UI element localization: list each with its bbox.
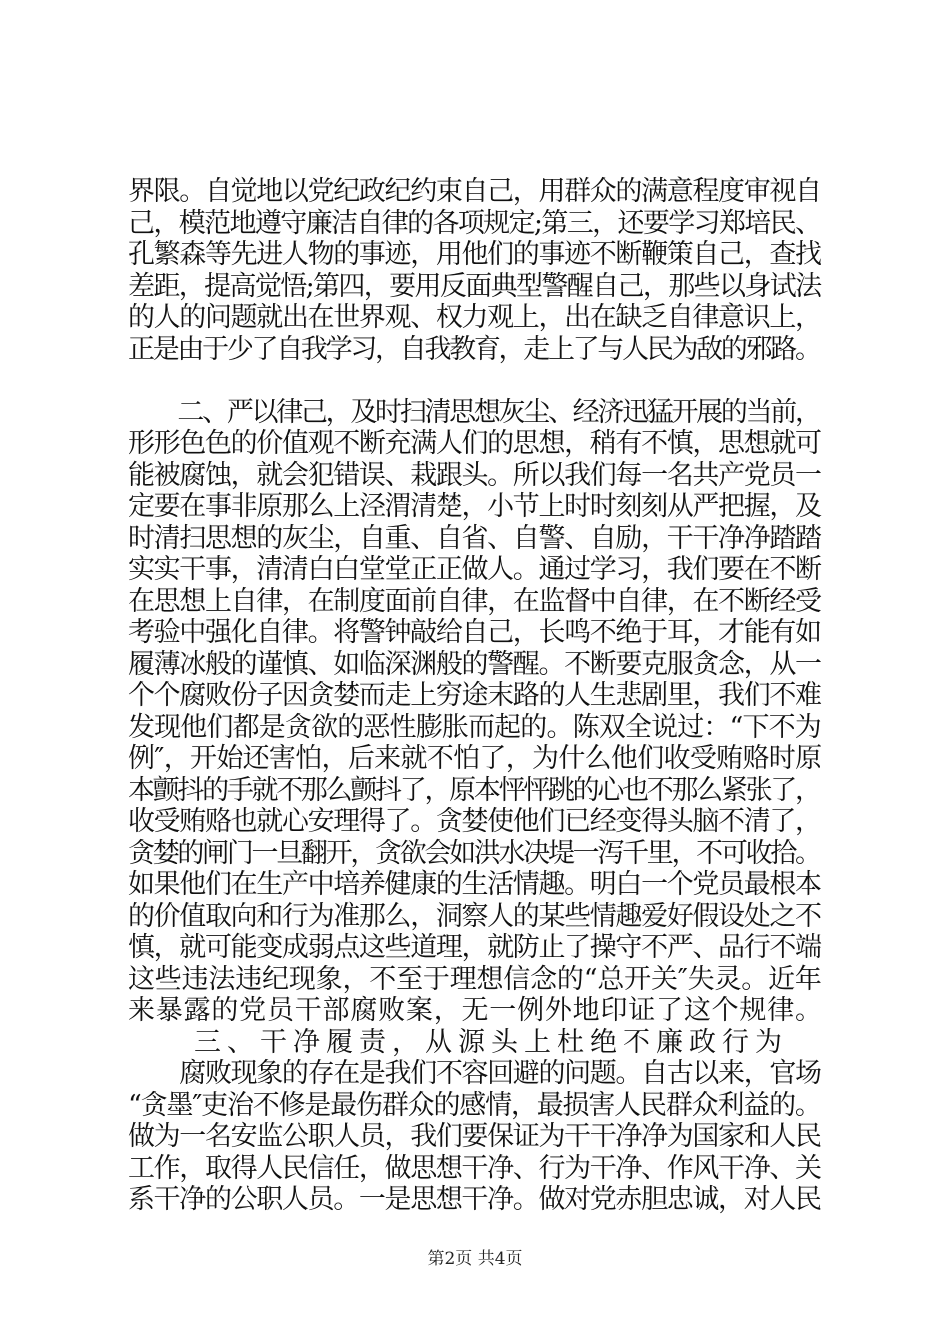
text-line: 慎，就可能变成弱点这些道理，就防止了操守不严、品行不端 bbox=[128, 932, 821, 963]
text-line: 个个腐败份子因贪婪而走上穷途末路的人生悲剧里，我们不难 bbox=[128, 680, 821, 711]
text-line: 差距，提高觉悟;第四，要用反面典型警醒自己，那些以身试法 bbox=[128, 271, 821, 302]
text-line: 界限。自觉地以党纪政纪约束自己，用群众的满意程度审视自 bbox=[128, 176, 821, 207]
text-line: 能被腐蚀，就会犯错误、栽跟头。所以我们每一名共产党员一 bbox=[128, 460, 821, 491]
section-heading-2: 二、严以律己，及时扫清思想灰尘、经济迅猛开展的当前， bbox=[128, 397, 820, 428]
text-line: 发现他们都是贪欲的恶性膨胀而起的。陈双全说过：“下不为 bbox=[128, 712, 821, 743]
text-line: 时清扫思想的灰尘，自重、自省、自警、自励，干干净净踏踏 bbox=[128, 523, 821, 554]
text-line: 本颤抖的手就不那么颤抖了，原本怦怦跳的心也不那么紧张了， bbox=[128, 775, 820, 806]
text-line: 做为一名安监公职人员，我们要保证为干干净净为国家和人民 bbox=[128, 1121, 821, 1152]
page-number-footer: 第2页 共4页 bbox=[427, 1249, 523, 1269]
text-line: 形形色色的价值观不断充满人们的思想，稍有不慎，思想就可 bbox=[128, 428, 821, 459]
text-line: 如果他们在生产中培养健康的生活情趣。明白一个党员最根本 bbox=[128, 869, 821, 900]
text-line: 收受贿赂也就心安理得了。贪婪使他们已经变得头脑不清了， bbox=[128, 806, 821, 837]
text-line: 腐败现象的存在是我们不容回避的问题。自古以来，官场 bbox=[128, 1058, 821, 1089]
text-line: 考验中强化自律。将警钟敲给自己，长鸣不绝于耳，才能有如 bbox=[128, 617, 821, 648]
text-line: 定要在事非原那么上泾渭清楚，小节上时时刻刻从严把握，及 bbox=[128, 491, 821, 522]
text-line: 在思想上自律，在制度面前自律，在监督中自律，在不断经受 bbox=[128, 586, 821, 617]
text-line: 系干净的公职人员。一是思想干净。做对党赤胆忠诚，对人民 bbox=[128, 1184, 821, 1215]
text-line: 例″，开始还害怕，后来就不怕了，为什么他们收受贿赂时原 bbox=[128, 743, 822, 774]
text-line: 孔繁森等先进人物的事迹，用他们的事迹不断鞭策自己，查找 bbox=[128, 239, 821, 270]
text-line: 正是由于少了自我学习，自我教育，走上了与人民为敌的邪路。 bbox=[128, 334, 820, 365]
text-line: “贪墨″吏治不修是最伤群众的感情，最损害人民群众利益的。 bbox=[128, 1090, 821, 1121]
text-line: 实实干事，清清白白堂堂正正做人。通过学习，我们要在不断 bbox=[128, 554, 821, 585]
text-line: 来暴露的党员干部腐败案，无一例外地印证了这个规律。 bbox=[128, 995, 823, 1026]
text-line: 履薄冰般的谨慎、如临深渊般的警醒。不断要克服贪念，从一 bbox=[128, 649, 821, 680]
text-line: 工作，取得人民信任，做思想干净、行为干净、作风干净、关 bbox=[128, 1153, 821, 1184]
text-line: 这些违法违纪现象，不至于理想信念的“总开关″失灵。近年 bbox=[128, 964, 822, 995]
text-line: 贪婪的闸门一旦翻开，贪欲会如洪水决堤一泻千里，不可收拾。 bbox=[128, 838, 820, 869]
text-line: 的价值取向和行为准那么，洞察人的某些情趣爱好假设处之不 bbox=[128, 901, 821, 932]
section-heading-3: 三、干净履责，从源头上杜绝不廉政行为 bbox=[128, 1027, 788, 1058]
text-line: 己，模范地遵守廉洁自律的各项规定;第三，还要学习郑培民、 bbox=[128, 208, 821, 239]
text-line: 的人的问题就出在世界观、权力观上，出在缺乏自律意识上， bbox=[128, 302, 821, 333]
